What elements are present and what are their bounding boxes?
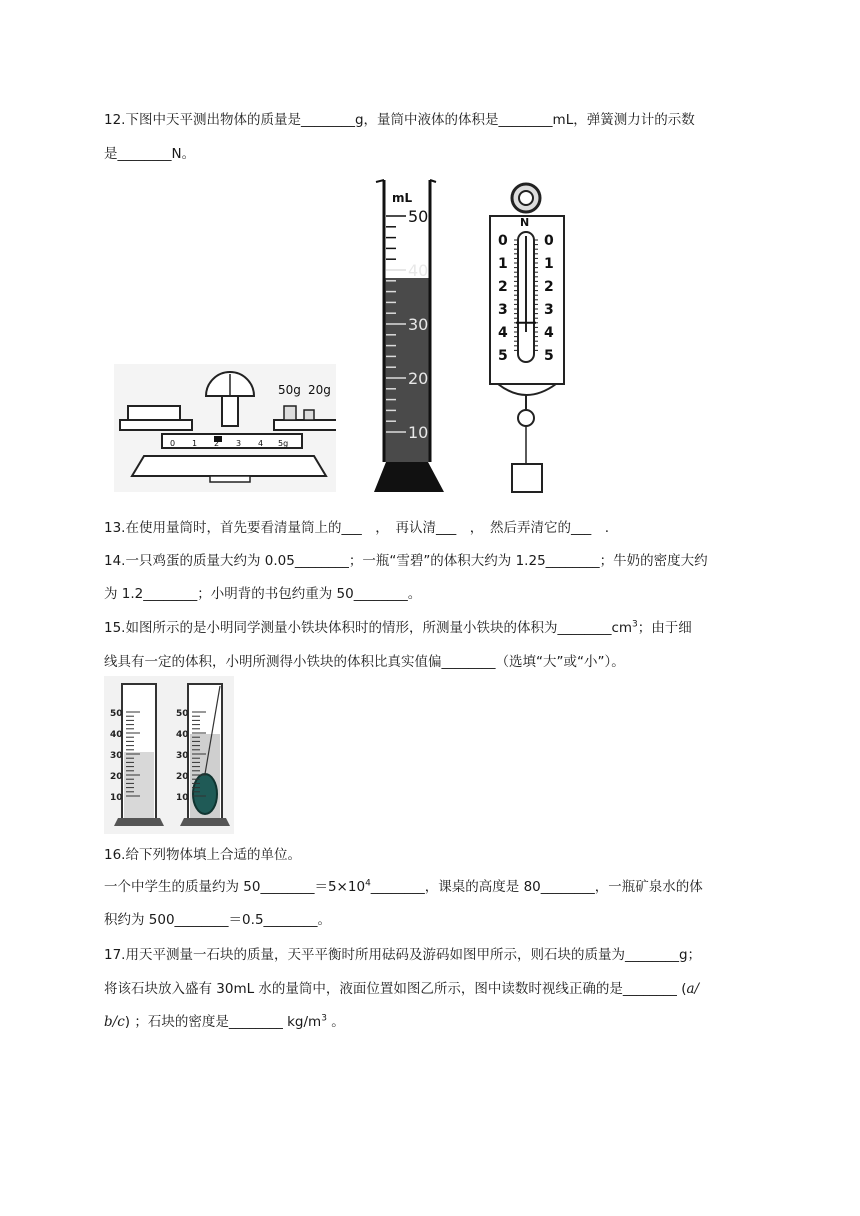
cylinder-tick-label: 40 — [408, 261, 429, 280]
cylinder-tick-label: 30 — [176, 751, 189, 761]
spring-tick-left: 2 — [498, 279, 508, 295]
hanging-weight — [512, 464, 542, 492]
cylinder-tick-label: 10 — [408, 423, 429, 442]
tick-0: 0 — [170, 439, 176, 448]
q17-options-part1: a/ — [686, 981, 700, 997]
q17-line-3-tail: 。 — [326, 1014, 345, 1030]
cm3-superscript: 3 — [632, 619, 638, 630]
graduated-cylinder-figure — [372, 178, 448, 494]
iron-block — [193, 774, 217, 814]
right-pan — [274, 420, 336, 430]
q17-line-3 — [104, 1012, 345, 1032]
cylinder-tick-label: 10 — [110, 793, 123, 803]
spring-tick-right: 3 — [544, 302, 554, 318]
balance-figure — [114, 364, 336, 492]
q12-line-2: 是________N。 — [104, 146, 196, 162]
power-superscript: 4 — [365, 878, 371, 889]
tick-1: 1 — [192, 439, 198, 448]
cylinder-tick-label: 40 — [110, 730, 123, 740]
q17-line-2 — [104, 979, 699, 999]
q16-title: 16.给下列物体填上合适的单位。 — [104, 847, 301, 863]
spring-tick-right: 4 — [544, 325, 554, 341]
cylinders-before-after-figure — [104, 676, 234, 834]
cylinder-unit: mL — [392, 191, 413, 205]
tick-4: 4 — [258, 439, 264, 448]
tick-3: 3 — [236, 439, 242, 448]
q16-line-1-text: 一个中学生的质量约为 50________＝5×10 — [104, 879, 366, 895]
spring-tick-right: 2 — [544, 279, 554, 295]
weight-20g — [304, 410, 314, 420]
q17-options-part2: b/c — [104, 1014, 125, 1030]
weight-50g-label: 50g — [278, 383, 301, 397]
q17-line-2-text: 将该石块放入盛有 30mL 水的量筒中，液面位置如图乙所示，图中读数时视线正确的是________ ( — [104, 981, 687, 997]
m3-superscript: 3 — [321, 1013, 327, 1024]
q17-line-3-text: ) ；石块的密度是________ kg/m — [124, 1014, 322, 1030]
balance-base — [132, 456, 326, 476]
cylinder-tick-label: 20 — [110, 772, 123, 782]
cylinder-tick-label: 20 — [176, 772, 189, 782]
cylinder-tick-label: 30 — [408, 315, 429, 334]
q16-line-2: 积约为 500________＝0.5________。 — [104, 912, 332, 928]
cylinder-tick-label: 10 — [176, 793, 189, 803]
q15-line-1-tail: ；由于细 — [637, 620, 692, 636]
spring-scale-figure — [488, 180, 568, 496]
q16-line-1-tail: ________，课桌的高度是 80________，一瓶矿泉水的体 — [370, 879, 703, 895]
tick-2: 2 — [214, 439, 220, 448]
cylinder-base — [374, 462, 444, 492]
q17-line-1: 17.用天平测量一石块的质量，天平平衡时所用砝码及游码如图甲所示，则石块的质量为________g； — [104, 947, 702, 963]
spring-tick-left: 1 — [498, 256, 508, 272]
q15-line-1 — [104, 618, 692, 638]
left-pan — [128, 406, 180, 420]
cylinder-tick-label: 50 — [110, 709, 123, 719]
spring-tick-left: 4 — [498, 325, 508, 341]
q12-line-1: 12.下图中天平测出物体的质量是________g，量筒中液体的体积是________mL，弹簧测力计的示数 — [104, 112, 695, 128]
q16-line-1 — [104, 877, 703, 897]
cylinder-tick-label: 20 — [408, 369, 429, 388]
cylinder-tick-label: 30 — [110, 751, 123, 761]
unit-letter: N — [520, 216, 530, 229]
q13-line-1: 13.在使用量筒时，首先要看清量筒上的___ ， 再认清___ ， 然后弄清它的___ . — [104, 520, 610, 536]
cylinder-tick-label: 40 — [176, 730, 189, 740]
hook — [518, 410, 534, 426]
spring-tick-right: 1 — [544, 256, 554, 272]
q14-line-1: 14.一只鸡蛋的质量大约为 0.05________；一瓶“雪碧”的体积大约为 1.25________；牛奶的密度大约 — [104, 553, 708, 569]
q15-line-2: 线具有一定的体积，小明所测得小铁块的体积比真实值偏________（选填“大”或“小”）。 — [104, 654, 625, 670]
weight-50g — [284, 406, 296, 420]
weight-20g-label: 20g — [308, 383, 331, 397]
spring-tick-right: 5 — [544, 348, 554, 364]
cylinder-tick-label: 50 — [176, 709, 189, 719]
cylinder-tick-label: 50 — [408, 207, 429, 226]
spring-tick-left: 5 — [498, 348, 508, 364]
spring-tick-left: 3 — [498, 302, 508, 318]
q15-line-1-text: 15.如图所示的是小明同学测量小铁块体积时的情形，所测量小铁块的体积为________cm — [104, 620, 633, 636]
spring-tick-right: 0 — [544, 233, 554, 249]
spring-tick-left: 0 — [498, 233, 508, 249]
q14-line-2: 为 1.2________；小明背的书包约重为 50________。 — [104, 586, 422, 602]
tick-5g: 5g — [278, 439, 289, 448]
